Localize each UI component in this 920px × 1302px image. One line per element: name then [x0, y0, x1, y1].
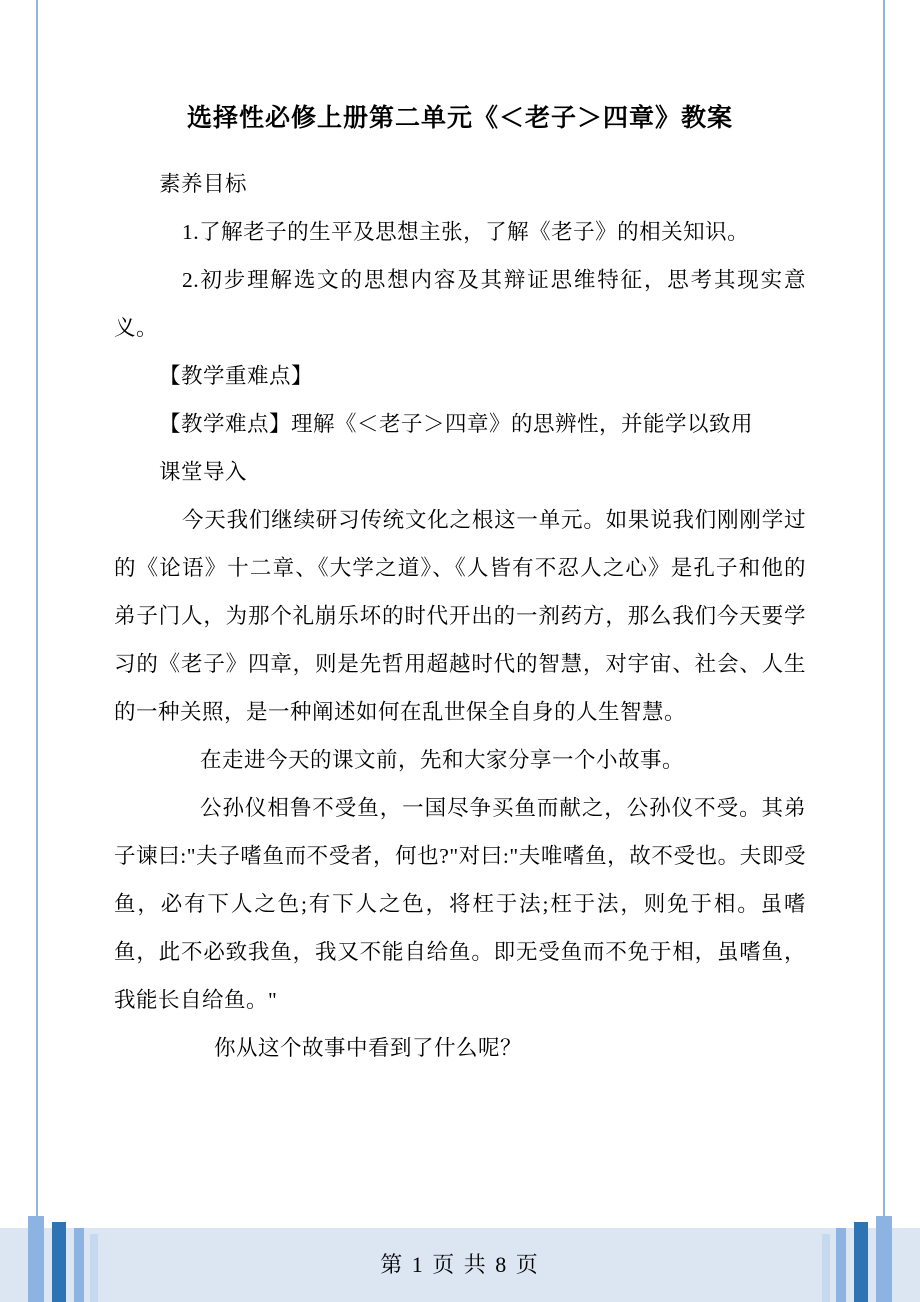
- page-number: 第 1 页 共 8 页: [380, 1252, 540, 1277]
- page-border-right: [883, 0, 885, 1232]
- document-title: 选择性必修上册第二单元《＜老子＞四章》教案: [186, 104, 733, 132]
- paragraph-objective-2: 2.初步理解选文的思想内容及其辩证思维特征，思考其现实意义。: [114, 268, 806, 340]
- paragraph-zhongnandian-heading: 【教学重难点】: [159, 364, 314, 388]
- paragraph-intro: 今天我们继续研习传统文化之根这一单元。如果说我们刚刚学过的《论语》十二章、《大学之道》、《人皆有不忍人之心》是孔子和他的弟子门人，为那个礼崩乐坏的时代开出的一剂药方，那么我们今天要学习的《老子》四章，则是先哲用超越时代的智慧，对宇宙、社会、人生的一种关照，是一种阐述如何在乱世保全自身的人生智慧。: [114, 508, 806, 724]
- paragraph-story-lead: 在走进今天的课文前，先和大家分享一个小故事。: [200, 748, 685, 772]
- paragraph-nandian: 【教学难点】理解《＜老子＞四章》的思辨性，并能学以致用: [159, 412, 754, 436]
- paragraph-question: 你从这个故事中看到了什么呢？: [214, 1036, 523, 1060]
- paragraph-suyang-mubiao: 素养目标: [159, 172, 248, 196]
- page-border-left: [36, 0, 38, 1232]
- paragraph-ketang-daoru: 课堂导入: [159, 460, 248, 484]
- paragraph-story: 公孙仪相鲁不受鱼，一国尽争买鱼而献之，公孙仪不受。其弟子谏曰:"夫子嗜鱼而不受者，何也?"对曰:"夫唯嗜鱼，故不受也。夫即受鱼，必有下人之色;有下人之色，将枉于法;枉于法，则免于相。虽嗜鱼，此不必致我鱼，我又不能自给鱼。即无受鱼而不免于相，虽嗜鱼，我能长自给鱼。": [114, 796, 806, 1012]
- document-content: [114, 100, 806, 1072]
- paragraph-objective-1: 1.了解老子的生平及思想主张，了解《老子》的相关知识。: [182, 220, 750, 244]
